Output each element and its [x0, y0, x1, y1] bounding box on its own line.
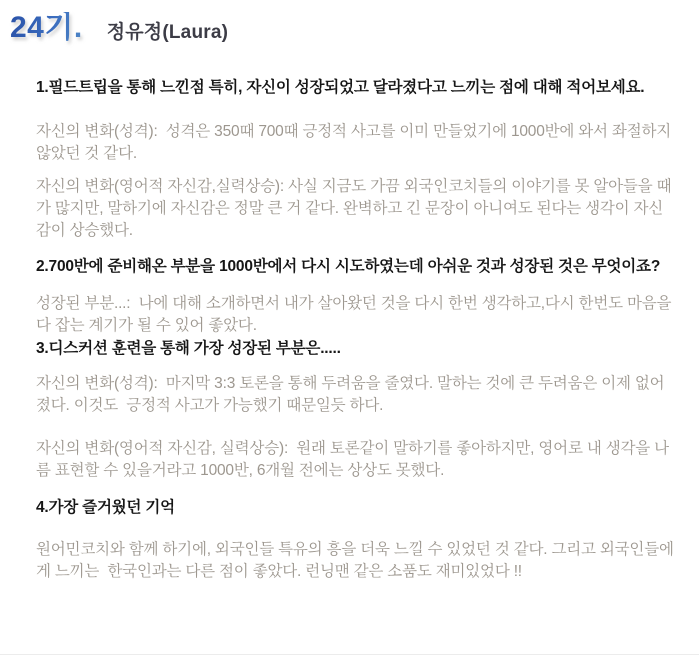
student-name: 정유정(Laura)	[106, 22, 229, 43]
question-2: 2.700반에 준비해온 부분을 1000반에서 다시 시도하였는데 아쉬운 것과 성장된 것은 무엇이죠?	[36, 258, 661, 275]
report-body	[36, 46, 677, 583]
answer-4-paragraph-1: 원어민코치와 함께 하기에, 외국인들 특유의 흥을 더욱 느낄 수 있었던 것 같다. 그리고 외국인들에게 느끼는 한국인과는 다른 점이 좋았다. 런닝맨 같은 소품도 재미있었다 !!	[36, 541, 674, 580]
answer-2-paragraph-1: 성장된 부분...: 나에 대해 소개하면서 내가 살아왔던 것을 다시 한번 생각하고,다시 한번도 마음을 다 잡는 계기가 될 수 있어 좋았다.	[36, 295, 676, 334]
answer-3-paragraph-1: 자신의 변화(성격): 마지막 3:3 토론을 통해 두려움을 줄였다. 말하는 것에 큰 두려움은 이제 없어졌다. 이것도 긍정적 사고가 가능했기 때문일듯 하다.	[36, 375, 665, 414]
page-header	[10, 12, 228, 44]
question-3: 3.디스커션 훈련을 통해 가장 성장된 부분은.....	[36, 340, 341, 357]
answer-3-paragraph-2: 자신의 변화(영어적 자신감, 실력상승): 원래 토론같이 말하기를 좋아하지만, 영어로 내 생각을 나름 표현할 수 있을거라고 1000반, 6개월 전에는 상상도 못했다.	[36, 440, 669, 479]
question-1: 1.필드트립을 통해 느낀점 특히, 자신이 성장되었고 달라졌다고 느끼는 점에 대해 적어보세요.	[36, 79, 645, 96]
question-4: 4.가장 즐거웠던 기억	[36, 499, 175, 516]
answer-1-paragraph-1: 자신의 변화(성격): 성격은 350때 700때 긍정적 사고를 이미 만들었기에 1000반에 와서 좌절하지 않았던 것 같다.	[36, 123, 676, 162]
answer-1-paragraph-2: 자신의 변화(영어적 자신감,실력상승): 사실 지금도 가끔 외국인코치들의 이야기를 못 알아들을 때가 많지만, 말하기에 자신감은 정말 큰 거 같다. 완벽하고 긴 문장이 아니여도 된다는 생각이 자신감이 상승했다.	[36, 178, 672, 239]
batch-label: 24기.	[10, 11, 83, 44]
